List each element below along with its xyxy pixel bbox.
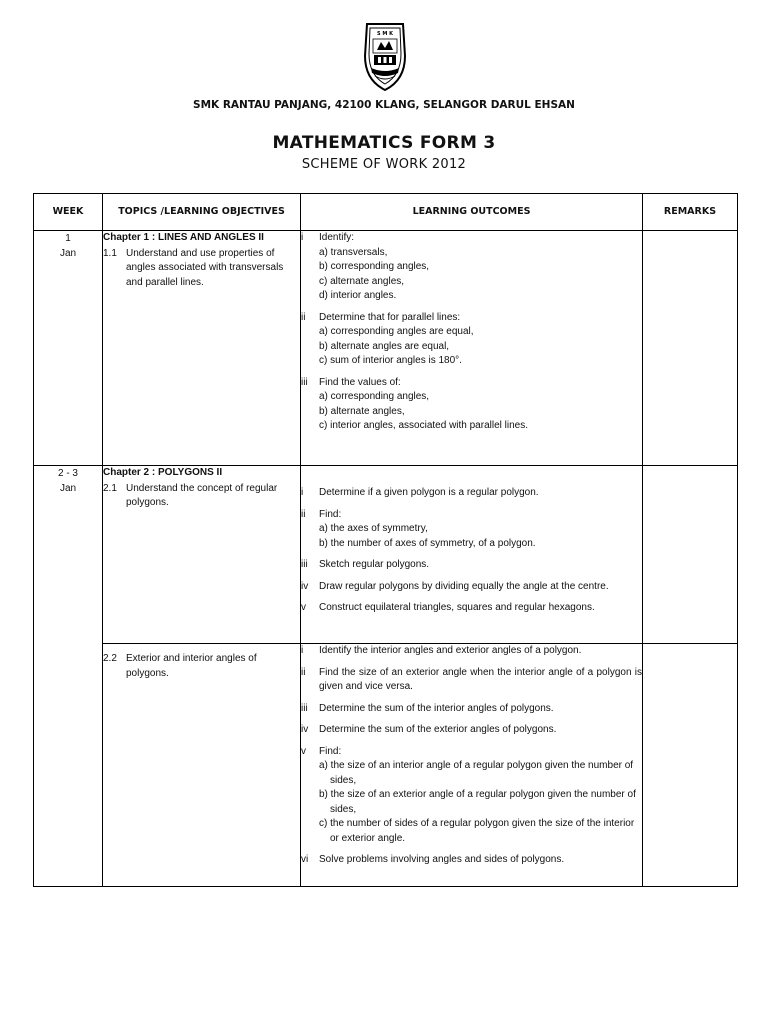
outcome-item: ii Find the size of an exterior angle when the interior angle of a polygon is given and vice versa. <box>301 666 642 692</box>
column-header-week: WEEK <box>34 194 103 231</box>
table-header-row <box>34 194 738 231</box>
outcome-item: v Construct equilateral triangles, squares and regular hexagons. <box>301 602 595 613</box>
document-title: MATHEMATICS FORM 3 <box>272 133 496 153</box>
chapter-title: Chapter 1 : LINES AND ANGLES II <box>103 232 264 243</box>
week-number: 1 <box>65 233 71 244</box>
week-cell <box>34 231 103 466</box>
objective-number: 2.2 <box>103 653 117 664</box>
learning-objective <box>103 247 300 291</box>
objective-number: 1.1 <box>103 247 117 259</box>
objective-text: Exterior and interior angles of polygons. <box>126 653 257 679</box>
column-header-outcomes: LEARNING OUTCOMES <box>301 194 643 231</box>
week-number: 2 - 3 <box>57 468 78 479</box>
remarks-cell <box>643 231 738 466</box>
outcome-item: i Identify: a) transversals, b) corresponding angles, c) alternate angles, d) interior angles. <box>301 232 430 301</box>
outcome-item: iii Find the values of: a) corresponding angles, b) alternate angles, c) interior angles, associated with parallel lines. <box>301 376 528 431</box>
outcome-item: ii Find: a) the axes of symmetry, b) the number of axes of symmetry, of a polygon. <box>301 508 536 549</box>
topic-cell <box>103 466 301 644</box>
outcome-item: v Find: a) the size of an interior angle of a regular polygon given the number of sides, b) the size of an exterior angle of a regular polygon given the number of sides, c) the number of sides of a regular polygon given the size of the interior or exterior angle. <box>301 745 636 844</box>
table-row <box>34 466 738 644</box>
scheme-of-work-table <box>33 193 738 887</box>
topic-cell <box>103 231 301 466</box>
document-subtitle: SCHEME OF WORK 2012 <box>301 157 467 172</box>
remarks-cell <box>643 466 738 644</box>
chapter-title: Chapter 2 : POLYGONS II <box>103 467 223 478</box>
outcome-item: iii Sketch regular polygons. <box>301 559 430 570</box>
outcome-item: vi Solve problems involving angles and sides of polygons. <box>301 854 565 865</box>
week-month: Jan <box>59 483 77 494</box>
outcome-item: i Determine if a given polygon is a regular polygon. <box>301 487 539 498</box>
outcome-item: iv Draw regular polygons by dividing equally the angle at the centre. <box>301 580 609 592</box>
objective-text: Understand and use properties of angles associated with transversals and parallel lines. <box>126 247 284 288</box>
outcomes-cell <box>301 231 643 466</box>
topic-cell <box>103 644 301 887</box>
outcome-item: iii Determine the sum of the interior angles of polygons. <box>301 702 554 714</box>
remarks-cell <box>643 644 738 887</box>
learning-objective <box>103 482 300 511</box>
column-header-topics: TOPICS /LEARNING OBJECTIVES <box>103 194 301 231</box>
table-row <box>34 644 738 887</box>
learning-objective <box>103 652 300 681</box>
week-cell <box>34 466 103 887</box>
school-crest-logo <box>363 22 407 94</box>
objective-text: Understand the concept of regular polygons. <box>126 482 278 508</box>
table-row <box>34 231 738 466</box>
objective-number: 2.1 <box>103 482 117 494</box>
outcome-item: iv Determine the sum of the exterior angles of polygons. <box>301 724 557 735</box>
week-month: Jan <box>59 248 77 259</box>
crest-text: S M K <box>377 31 393 37</box>
outcomes-cell <box>301 644 643 887</box>
outcome-item: ii Determine that for parallel lines: a) corresponding angles are equal, b) alternate angles are equal, c) sum of interior angles is 180°. <box>301 311 474 366</box>
outcomes-cell <box>301 466 643 644</box>
school-address: SMK RANTAU PANJANG, 42100 KLANG, SELANGOR DARUL EHSAN <box>193 99 575 111</box>
outcome-item: i Identify the interior angles and exterior angles of a polygon. <box>301 645 582 656</box>
column-header-remarks: REMARKS <box>643 194 738 231</box>
